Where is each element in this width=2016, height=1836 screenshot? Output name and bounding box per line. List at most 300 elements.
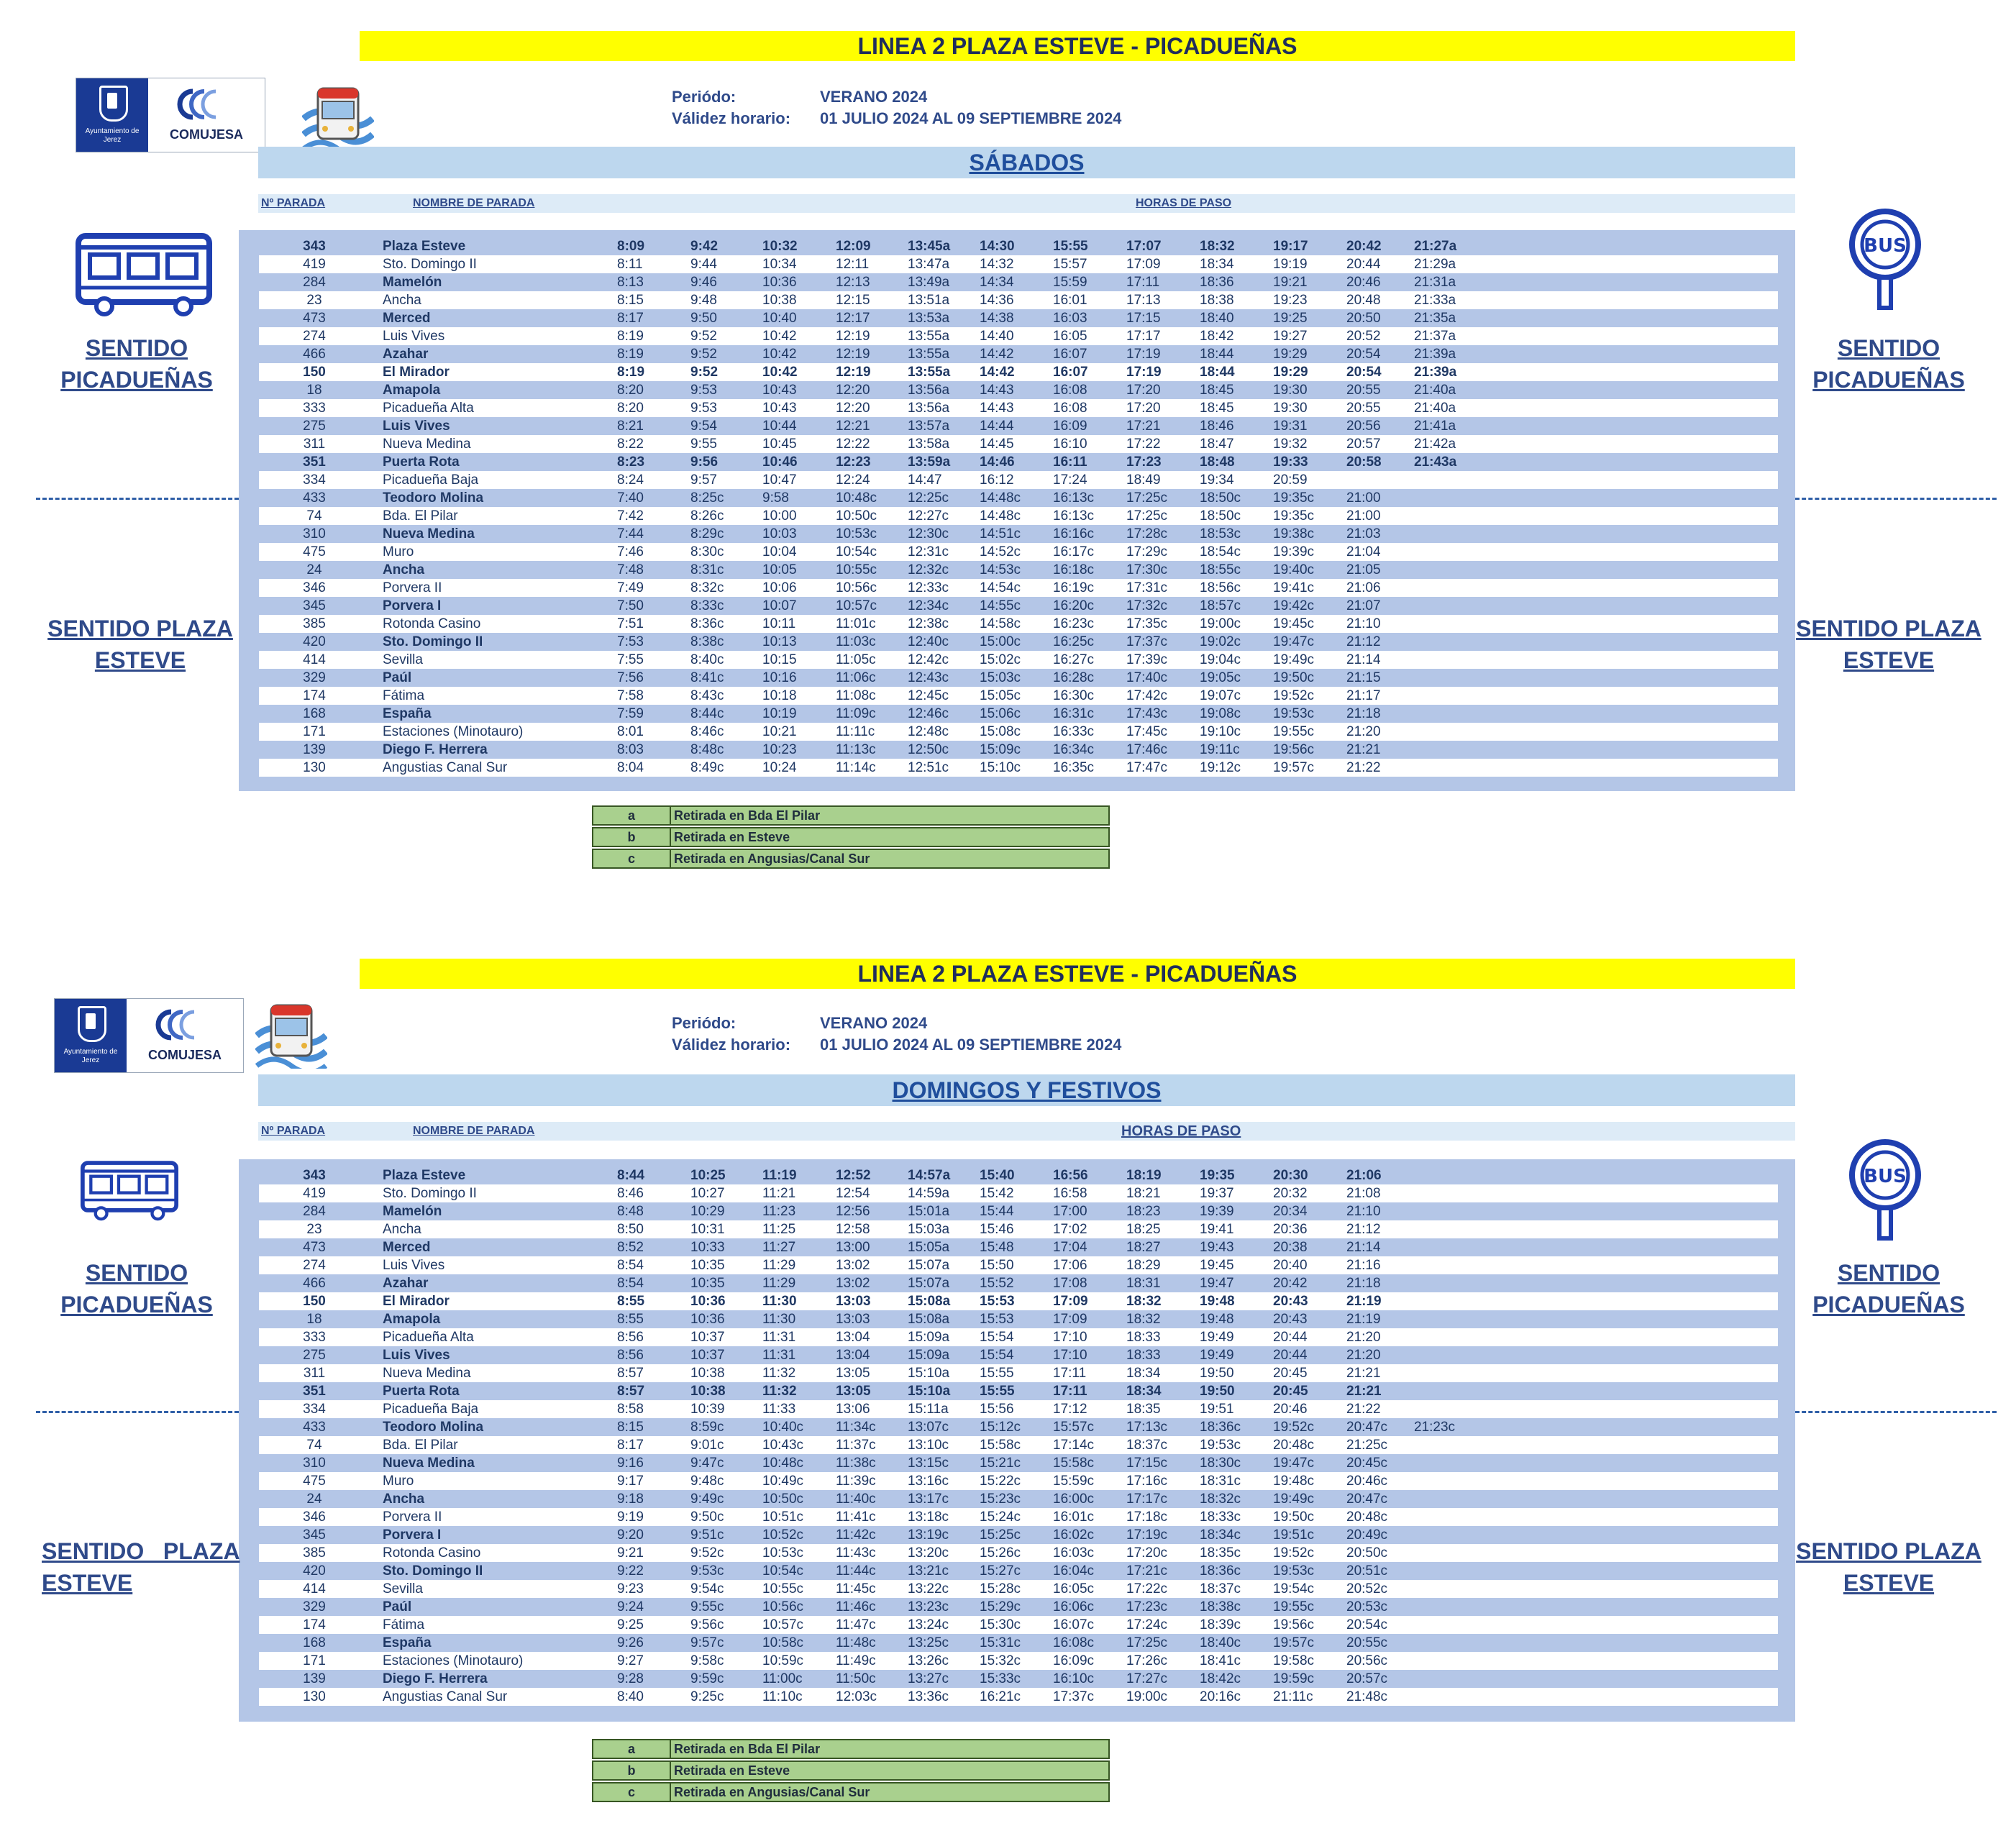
departure-time: 20:44	[1273, 1330, 1308, 1345]
departure-time: 19:51	[1200, 1402, 1234, 1417]
stop-number: 419	[303, 1186, 326, 1201]
departure-time: 21:19	[1346, 1312, 1381, 1327]
departure-time: 18:33	[1126, 1330, 1161, 1345]
departure-time: 19:17	[1273, 239, 1308, 254]
sentido-picaduenas-right	[1781, 1257, 1997, 1320]
table-row	[259, 1274, 1778, 1292]
departure-time: 13:36c	[908, 1689, 949, 1704]
departure-time: 15:25c	[980, 1527, 1021, 1543]
departure-time: 17:04	[1053, 1240, 1087, 1255]
stop-number: 475	[303, 544, 326, 560]
departure-time: 10:49c	[762, 1474, 804, 1489]
departure-time: 21:21	[1346, 1384, 1382, 1399]
departure-time: 16:17c	[1053, 544, 1095, 560]
departure-time: 18:32	[1200, 239, 1235, 254]
direction-divider-right	[1795, 1411, 1997, 1413]
departure-time: 12:32c	[908, 562, 949, 577]
departure-time: 10:35	[690, 1258, 725, 1273]
sentido-label: SENTIDO	[1837, 335, 1940, 361]
stop-name: Luis Vives	[383, 419, 450, 434]
departure-time: 16:05	[1053, 329, 1087, 344]
departure-time: 14:48c	[980, 508, 1021, 524]
departure-time: 15:55	[980, 1366, 1014, 1381]
table-row	[259, 417, 1778, 435]
departure-time: 18:36	[1200, 275, 1234, 290]
stop-number: 414	[303, 652, 326, 667]
departure-time: 19:57c	[1273, 1635, 1315, 1650]
departure-time: 21:15	[1346, 670, 1381, 685]
departure-time: 18:53c	[1200, 526, 1241, 542]
departure-time: 13:49a	[908, 275, 950, 290]
logo	[76, 78, 265, 152]
departure-time: 21:05	[1346, 562, 1381, 577]
departure-time: 9:50	[690, 311, 717, 326]
departure-time: 19:35c	[1273, 508, 1315, 524]
departure-time: 17:23c	[1126, 1599, 1168, 1615]
stop-number: 284	[303, 275, 326, 290]
departure-time: 7:40	[617, 490, 644, 506]
table-row	[259, 633, 1778, 651]
departure-time: 7:50	[617, 598, 644, 613]
departure-time: 8:52	[617, 1240, 644, 1255]
stop-name: Ancha	[383, 1492, 425, 1507]
stop-number: 419	[303, 257, 326, 272]
departure-time: 8:46c	[690, 724, 724, 739]
departure-time: 19:35c	[1273, 490, 1315, 506]
departure-time: 16:19c	[1053, 580, 1095, 595]
stop-name: Muro	[383, 1474, 414, 1489]
departure-time: 14:46	[980, 455, 1015, 470]
departure-time: 15:54	[980, 1330, 1014, 1345]
departure-time: 20:42	[1273, 1276, 1308, 1291]
departure-time: 18:54c	[1200, 544, 1241, 560]
departure-time: 8:21	[617, 419, 644, 434]
departure-time: 15:05a	[908, 1240, 950, 1255]
table-row	[259, 327, 1778, 345]
departure-time: 19:56c	[1273, 1617, 1315, 1632]
stop-number: 18	[306, 1312, 322, 1327]
timetable-domingos	[239, 1159, 1795, 1722]
departure-time: 10:43	[762, 383, 797, 398]
destination-label: ESTEVE	[94, 647, 186, 673]
departure-time: 17:21	[1126, 419, 1161, 434]
direction-divider-left	[36, 498, 239, 500]
departure-time: 7:49	[617, 580, 644, 595]
departure-time: 17:20	[1126, 401, 1161, 416]
departure-time: 20:45	[1273, 1384, 1308, 1399]
legend-text: Retirada en Bda El Pilar	[674, 1742, 821, 1756]
direction-divider-right	[1795, 498, 1997, 500]
periodo-value: VERANO 2024	[820, 88, 928, 106]
departure-time: 21:21	[1346, 742, 1381, 757]
departure-time: 11:31	[762, 1348, 796, 1363]
departure-time: 11:00c	[762, 1671, 803, 1686]
departure-time: 18:36c	[1200, 1563, 1241, 1579]
departure-time: 14:51c	[980, 526, 1021, 542]
departure-time: 10:50c	[836, 508, 877, 524]
departure-time: 19:21	[1273, 275, 1308, 290]
departure-time: 19:58c	[1273, 1653, 1315, 1668]
stop-name: Fátima	[383, 688, 425, 703]
departure-time: 15:00c	[980, 634, 1021, 649]
departure-time: 10:43	[762, 401, 797, 416]
departure-time: 11:50c	[836, 1671, 876, 1686]
legend-key: a	[593, 1740, 671, 1758]
departure-time: 12:50c	[908, 742, 949, 757]
departure-time: 16:03c	[1053, 1545, 1095, 1561]
departure-time: 19:45	[1200, 1258, 1234, 1273]
stop-name: Sto. Domingo II	[383, 1186, 477, 1201]
departure-time: 10:47	[762, 472, 797, 488]
stop-name: Nueva Medina	[383, 526, 475, 542]
departure-time: 19:04c	[1200, 652, 1241, 667]
departure-time: 21:22	[1346, 760, 1381, 775]
bus-sign-text: BUS	[1864, 235, 1907, 257]
column-headers	[258, 1122, 1795, 1141]
departure-time: 10:16	[762, 670, 797, 685]
table-row	[259, 1436, 1778, 1454]
departure-time: 11:10c	[762, 1689, 803, 1704]
departure-time: 14:40	[980, 329, 1014, 344]
departure-time: 11:34c	[836, 1420, 876, 1435]
departure-time: 14:36	[980, 293, 1014, 308]
departure-time: 9:16	[617, 1456, 644, 1471]
departure-time: 10:37	[690, 1330, 725, 1345]
departure-time: 21:10	[1346, 1204, 1381, 1219]
departure-time: 18:31c	[1200, 1474, 1241, 1489]
departure-time: 13:05	[836, 1366, 870, 1381]
departure-time: 19:49c	[1273, 652, 1315, 667]
departure-time: 19:48	[1200, 1294, 1235, 1309]
departure-time: 15:55	[1053, 239, 1088, 254]
stop-number: 130	[303, 760, 326, 775]
departure-time: 13:20c	[908, 1545, 949, 1561]
departure-time: 16:58	[1053, 1186, 1087, 1201]
stop-name: Azahar	[383, 347, 429, 362]
departure-time: 14:30	[980, 239, 1015, 254]
col-horas-header: HORAS DE PASO	[1121, 1123, 1241, 1139]
departure-time: 18:57c	[1200, 598, 1241, 613]
departure-time: 19:50	[1200, 1366, 1234, 1381]
departure-time: 17:25c	[1126, 1635, 1168, 1650]
legend-row	[592, 849, 1110, 869]
departure-time: 20:44	[1346, 257, 1381, 272]
departure-time: 8:55	[617, 1294, 645, 1309]
departure-time: 14:32	[980, 257, 1014, 272]
departure-time: 15:32c	[980, 1653, 1021, 1668]
departure-time: 12:13	[836, 275, 870, 290]
stop-number: 24	[306, 562, 322, 577]
stop-name: Merced	[383, 311, 431, 326]
departure-time: 16:56	[1053, 1168, 1088, 1183]
stop-name: Nueva Medina	[383, 437, 471, 452]
stop-name: Plaza Esteve	[383, 239, 466, 254]
departure-time: 21:42a	[1414, 437, 1456, 452]
table-row	[259, 453, 1778, 471]
legend-row	[592, 805, 1110, 826]
departure-time: 9:27	[617, 1653, 644, 1668]
departure-time: 9:57	[690, 472, 717, 488]
departure-time: 18:32	[1126, 1312, 1161, 1327]
departure-time: 15:57	[1053, 257, 1087, 272]
departure-time: 9:49c	[690, 1492, 724, 1507]
ayuntamiento-logo	[76, 78, 148, 152]
validez-label: Válidez horario:	[672, 1036, 791, 1054]
ayuntamiento-logo	[55, 999, 127, 1072]
legend-text: Retirada en Esteve	[674, 830, 790, 844]
departure-time: 11:09c	[836, 706, 876, 721]
departure-time: 9:54	[690, 419, 717, 434]
departure-time: 10:56c	[836, 580, 877, 595]
departure-time: 20:55c	[1346, 1635, 1388, 1650]
departure-time: 18:30c	[1200, 1456, 1241, 1471]
destination-label: ESTEVE	[1843, 647, 1935, 673]
departure-time: 10:48c	[762, 1456, 804, 1471]
page-title: LINEA 2 PLAZA ESTEVE - PICADUEÑAS	[360, 959, 1795, 989]
departure-time: 12:43c	[908, 670, 949, 685]
stop-name: Estaciones (Minotauro)	[383, 724, 524, 739]
departure-time: 21:06	[1346, 1168, 1382, 1183]
departure-time: 10:40	[762, 311, 797, 326]
stop-name: Angustias Canal Sur	[383, 760, 508, 775]
departure-time: 14:47	[908, 472, 942, 488]
departure-time: 15:23c	[980, 1492, 1021, 1507]
departure-time: 18:32	[1126, 1294, 1162, 1309]
departure-time: 19:30	[1273, 383, 1308, 398]
departure-time: 15:30c	[980, 1617, 1021, 1632]
departure-time: 7:42	[617, 508, 644, 524]
departure-time: 8:44c	[690, 706, 724, 721]
departure-time: 19:30	[1273, 401, 1308, 416]
departure-time: 13:04	[836, 1348, 870, 1363]
col-horas-header: HORAS DE PASO	[1136, 197, 1232, 209]
stop-number: 420	[303, 1563, 326, 1579]
legend-text: Retirada en Bda El Pilar	[674, 808, 821, 823]
stop-number: 345	[303, 1527, 326, 1543]
departure-time: 12:52	[836, 1168, 871, 1183]
departure-time: 10:50c	[762, 1492, 804, 1507]
stop-name: Muro	[383, 544, 414, 560]
stop-name: Luis Vives	[383, 329, 445, 344]
departure-time: 10:57c	[836, 598, 877, 613]
departure-time: 17:17c	[1126, 1492, 1168, 1507]
departure-time: 15:03a	[908, 1222, 950, 1237]
bus-stop-sign-icon	[1843, 1139, 1930, 1243]
departure-time: 8:56	[617, 1330, 644, 1345]
stop-number: 351	[303, 1384, 326, 1399]
departure-time: 18:34	[1200, 257, 1234, 272]
departure-time: 8:17	[617, 311, 644, 326]
departure-time: 19:56c	[1273, 742, 1315, 757]
departure-time: 8:24	[617, 472, 644, 488]
ayuntamiento-logo-text: Ayuntamiento de Jerez	[85, 127, 140, 144]
departure-time: 21:37a	[1414, 329, 1456, 344]
departure-time: 16:08	[1053, 383, 1087, 398]
departure-time: 16:16c	[1053, 526, 1095, 542]
departure-time: 9:53	[690, 383, 717, 398]
departure-time: 8:38c	[690, 634, 724, 649]
destination-label: ESTEVE	[42, 1570, 133, 1596]
legend-key: c	[593, 1784, 671, 1801]
page-title: LINEA 2 PLAZA ESTEVE - PICADUEÑAS	[360, 31, 1795, 61]
bus-stop-sign-icon	[1843, 209, 1930, 313]
departure-time: 15:50	[980, 1258, 1014, 1273]
departure-time: 18:40	[1200, 311, 1234, 326]
departure-time: 20:40	[1273, 1258, 1308, 1273]
departure-time: 19:47c	[1273, 1456, 1315, 1471]
stop-number: 345	[303, 598, 326, 613]
departure-time: 18:23	[1126, 1204, 1161, 1219]
departure-time: 16:18c	[1053, 562, 1095, 577]
departure-time: 21:11c	[1273, 1689, 1313, 1704]
departure-time: 8:20	[617, 383, 644, 398]
stop-number: 433	[303, 490, 326, 506]
departure-time: 18:42	[1200, 329, 1234, 344]
departure-time: 18:35c	[1200, 1545, 1241, 1561]
departure-time: 9:53	[690, 401, 717, 416]
departure-time: 18:34	[1126, 1366, 1161, 1381]
stop-name: Amapola	[383, 383, 441, 398]
departure-time: 11:23	[762, 1204, 796, 1219]
departure-time: 8:26c	[690, 508, 724, 524]
departure-time: 14:54c	[980, 580, 1021, 595]
departure-time: 10:37	[690, 1348, 725, 1363]
departure-time: 17:02	[1053, 1222, 1087, 1237]
departure-time: 19:31	[1273, 419, 1308, 434]
departure-time: 20:46	[1346, 275, 1381, 290]
departure-time: 19:41c	[1273, 580, 1315, 595]
stop-number: 130	[303, 1689, 326, 1704]
sentido-esteve-right	[1781, 613, 1997, 676]
departure-time: 17:37c	[1053, 1689, 1095, 1704]
departure-time: 18:38c	[1200, 1599, 1241, 1615]
departure-time: 20:43	[1273, 1294, 1308, 1309]
stop-number: 23	[306, 293, 322, 308]
departure-time: 12:42c	[908, 652, 949, 667]
stop-number: 311	[303, 437, 326, 452]
departure-time: 10:48c	[836, 490, 877, 506]
departure-time: 16:23c	[1053, 616, 1095, 631]
departure-time: 19:55c	[1273, 724, 1315, 739]
departure-time: 17:09	[1053, 1312, 1087, 1327]
departure-time: 20:48c	[1273, 1438, 1315, 1453]
departure-time: 9:28	[617, 1671, 644, 1686]
departure-time: 20:53c	[1346, 1599, 1388, 1615]
stop-name: Luis Vives	[383, 1258, 445, 1273]
departure-time: 17:11	[1053, 1366, 1087, 1381]
departure-time: 15:09a	[908, 1330, 950, 1345]
departure-time: 19:57c	[1273, 760, 1315, 775]
departure-time: 12:27c	[908, 508, 949, 524]
departure-time: 8:19	[617, 329, 644, 344]
table-row	[259, 1544, 1778, 1562]
departure-time: 8:29c	[690, 526, 724, 542]
departure-time: 10:36	[762, 275, 797, 290]
sentido-esteve-right	[1781, 1535, 1997, 1599]
validez-label: Válidez horario:	[672, 109, 791, 127]
departure-time: 10:34	[762, 257, 797, 272]
table-row	[259, 489, 1778, 507]
departure-time: 16:07	[1053, 365, 1088, 380]
stop-name: Fátima	[383, 1617, 425, 1632]
departure-time: 10:53c	[836, 526, 877, 542]
departure-time: 7:55	[617, 652, 644, 667]
comujesa-arcs-icon	[177, 88, 227, 120]
col-parada-header: Nº PARADA	[261, 1125, 326, 1137]
departure-time: 7:51	[617, 616, 644, 631]
departure-time: 14:45	[980, 437, 1014, 452]
departure-time: 16:11	[1053, 455, 1087, 470]
stop-number: 473	[303, 1240, 326, 1255]
departure-time: 16:30c	[1053, 688, 1095, 703]
departure-time: 21:29a	[1414, 257, 1456, 272]
departure-time: 18:46	[1200, 419, 1234, 434]
departure-time: 9:58	[762, 490, 789, 506]
departure-time: 18:45	[1200, 383, 1234, 398]
departure-time: 18:38	[1200, 293, 1234, 308]
departure-time: 14:58c	[980, 616, 1021, 631]
stop-number: 150	[303, 365, 326, 380]
departure-time: 9:19	[617, 1510, 644, 1525]
table-row	[259, 363, 1778, 381]
table-row	[259, 1364, 1778, 1382]
departure-time: 20:45	[1273, 1366, 1308, 1381]
departure-time: 10:51c	[762, 1510, 804, 1525]
stop-name: Picadueña Baja	[383, 472, 479, 488]
stop-number: 284	[303, 1204, 326, 1219]
departure-time: 11:40c	[836, 1492, 876, 1507]
stop-number: 139	[303, 1671, 326, 1686]
departure-time: 16:27c	[1053, 652, 1095, 667]
stop-name: Picadueña Baja	[383, 1402, 479, 1417]
departure-time: 13:55a	[908, 365, 951, 380]
departure-time: 11:19	[762, 1168, 797, 1183]
departure-time: 12:38c	[908, 616, 949, 631]
departure-time: 9:59c	[690, 1671, 724, 1686]
departure-time: 10:33	[690, 1240, 725, 1255]
departure-time: 9:42	[690, 239, 719, 254]
departure-time: 12:58	[836, 1222, 870, 1237]
table-row	[259, 1418, 1778, 1436]
departure-time: 17:39c	[1126, 652, 1168, 667]
departure-time: 20:45c	[1346, 1456, 1388, 1471]
departure-time: 12:19	[836, 347, 870, 362]
departure-time: 15:07a	[908, 1276, 950, 1291]
departure-time: 10:11	[762, 616, 796, 631]
departure-time: 15:09c	[980, 742, 1021, 757]
departure-time: 10:38	[690, 1384, 726, 1399]
departure-time: 19:53c	[1200, 1438, 1241, 1453]
table-row	[259, 291, 1778, 309]
table-row	[259, 435, 1778, 453]
departure-time: 21:14	[1346, 652, 1381, 667]
departure-time: 8:46	[617, 1186, 644, 1201]
departure-time: 8:19	[617, 365, 645, 380]
departure-time: 13:27c	[908, 1671, 949, 1686]
departure-time: 10:38	[690, 1366, 725, 1381]
departure-time: 17:26c	[1126, 1653, 1168, 1668]
table-row	[259, 1562, 1778, 1580]
bus-front-icon	[255, 1000, 327, 1069]
departure-time: 20:51c	[1346, 1563, 1388, 1579]
stop-number: 24	[306, 1492, 322, 1507]
departure-time: 21:31a	[1414, 275, 1456, 290]
validez-value: 01 JULIO 2024 AL 09 SEPTIEMBRE 2024	[820, 109, 1122, 127]
stop-name: Bda. El Pilar	[383, 508, 458, 524]
stop-number: 420	[303, 634, 326, 649]
departure-time: 12:34c	[908, 598, 949, 613]
departure-time: 20:42	[1346, 239, 1382, 254]
